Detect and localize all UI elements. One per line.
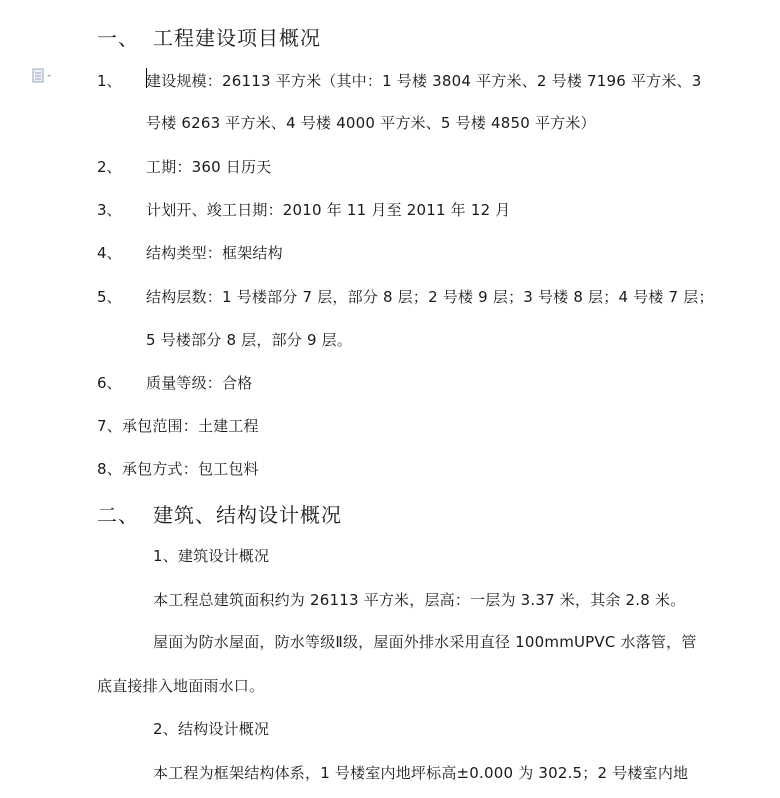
item-3-number: 3、 <box>97 201 122 219</box>
item-5-line-2: 5 号楼部分 8 层，部分 9 层。 <box>146 331 353 349</box>
document-icon[interactable] <box>32 68 54 84</box>
item-5-number: 5、 <box>97 288 122 306</box>
item-8-text: 8、承包方式：包工包料 <box>97 460 259 478</box>
item-6-number: 6、 <box>97 374 122 392</box>
item-1-number: 1、 <box>97 72 122 90</box>
section-2-number: 二、 <box>97 503 139 527</box>
section-1-number: 一、 <box>97 26 139 50</box>
subsection-1-paragraph-1: 本工程总建筑面积约为 26113 平方米，层高：一层为 3.37 米，其余 2.8 米。 <box>153 591 686 609</box>
section-2-heading <box>97 499 342 528</box>
subsection-2-paragraph-1: 本工程为框架结构体系，1 号楼室内地坪标高±0.000 为 302.5；2 号楼室内地 <box>153 764 689 782</box>
subsection-2-title: 2、结构设计概况 <box>153 720 270 738</box>
item-3-text: 计划开、竣工日期：2010 年 11 月至 2011 年 12 月 <box>146 201 511 219</box>
subsection-1-paragraph-2-line-2: 底直接排入地面雨水口。 <box>97 677 265 695</box>
subsection-1-paragraph-2-line-1: 屋面为防水屋面，防水等级Ⅱ级，屋面外排水采用直径 100mmUPVC 水落管，管 <box>153 633 697 651</box>
item-1-line-2: 号楼 6263 平方米、4 号楼 4000 平方米、5 号楼 4850 平方米） <box>146 114 596 132</box>
item-1-line-1: 建设规模：26113 平方米（其中：1 号楼 3804 平方米、2 号楼 7196 平方米、3 <box>146 72 702 90</box>
item-5-line-1: 结构层数：1 号楼部分 7 层，部分 8 层；2 号楼 9 层；3 号楼 8 层；4 号楼 7 层； <box>146 288 714 306</box>
section-1-title: 工程建设项目概况 <box>153 26 321 50</box>
item-2-text: 工期：360 日历天 <box>146 158 272 176</box>
item-2-number: 2、 <box>97 158 122 176</box>
item-6-text: 质量等级：合格 <box>146 374 253 392</box>
subsection-1-title: 1、建筑设计概况 <box>153 547 270 565</box>
item-4-text: 结构类型：框架结构 <box>146 244 283 262</box>
section-1-heading <box>97 22 321 51</box>
item-7-text: 7、承包范围：土建工程 <box>97 417 259 435</box>
section-2-title: 建筑、结构设计概况 <box>153 503 342 527</box>
item-4-number: 4、 <box>97 244 122 262</box>
